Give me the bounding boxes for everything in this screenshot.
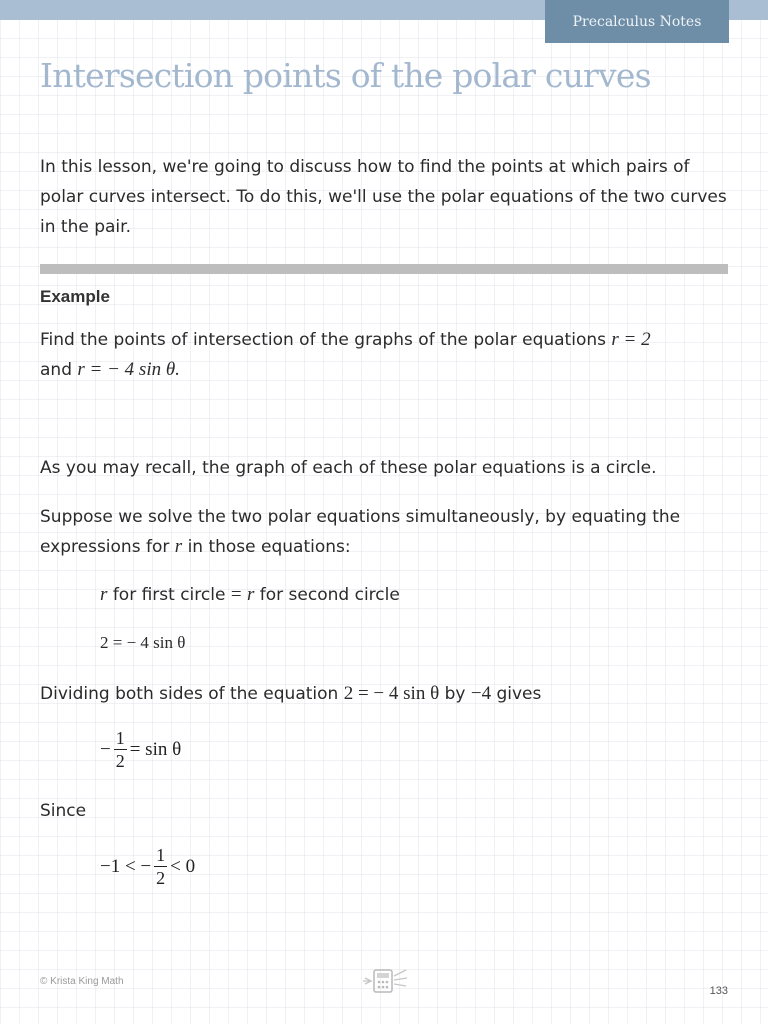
- divide-divisor: −4: [470, 683, 492, 704]
- suppose-var: r: [174, 536, 183, 557]
- section-divider: [40, 264, 728, 274]
- eq-words-r1: r: [100, 584, 108, 605]
- ineq-left: −1 < −: [100, 855, 152, 877]
- intro-paragraph: In this lesson, we're going to discuss how to find the points at which pairs of polar curves intersect. To do this, we'll use the polar equations of the two curves in the pair.: [40, 157, 727, 237]
- divide-text: Dividing both sides of the equation: [40, 684, 339, 704]
- eq-words-second: for second circle: [259, 585, 400, 605]
- suppose-paragraph: [40, 502, 730, 562]
- suppose-text: Suppose we solve the two polar equations simultaneously, by equating the expressions for: [40, 507, 681, 557]
- fraction-one-half: [114, 728, 127, 771]
- example-eq2: r = − 4 sin θ.: [77, 359, 180, 380]
- since-label: Since: [40, 801, 87, 821]
- equation-words: [100, 584, 400, 606]
- divide-eq: 2 = − 4 sin θ: [343, 683, 440, 704]
- ineq-denominator: 2: [156, 868, 166, 888]
- example-and: and: [40, 360, 72, 380]
- example-label: Example: [40, 287, 110, 306]
- page-number: 133: [709, 985, 728, 997]
- ineq-numerator: 1: [156, 845, 166, 865]
- ineq-right: < 0: [170, 855, 196, 877]
- example-problem: [40, 325, 730, 385]
- recall-paragraph: As you may recall, the graph of each of these polar equations is a circle.: [40, 458, 657, 478]
- divide-tail: gives: [496, 684, 542, 704]
- frac-numerator: 1: [115, 728, 125, 748]
- equation-fraction: [100, 728, 181, 771]
- example-problem-text: Find the points of intersection of the graphs of the polar equations: [40, 330, 606, 350]
- frac-denominator: 2: [115, 751, 125, 771]
- frac-rhs: = sin θ: [129, 738, 182, 760]
- suppose-tail: in those equations:: [187, 537, 351, 557]
- header-tab: Precalculus Notes: [545, 0, 729, 43]
- calculator-icon: [360, 966, 410, 996]
- page-title: Intersection points of the polar curves: [40, 56, 651, 95]
- divide-paragraph: [40, 679, 730, 709]
- footer-copyright: © Krista King Math: [40, 976, 124, 987]
- eq-words-r2: r: [246, 584, 255, 605]
- fraction-one-half-ineq: [154, 845, 167, 888]
- example-eq1: r = 2: [611, 329, 651, 350]
- divide-by: by: [444, 684, 466, 704]
- frac-sign: −: [100, 738, 111, 760]
- equation-inequality: [100, 845, 195, 888]
- eq-words-first: for first circle: [112, 585, 226, 605]
- equation-numeric: 2 = − 4 sin θ: [100, 633, 186, 652]
- eq-words-equals: =: [230, 584, 242, 605]
